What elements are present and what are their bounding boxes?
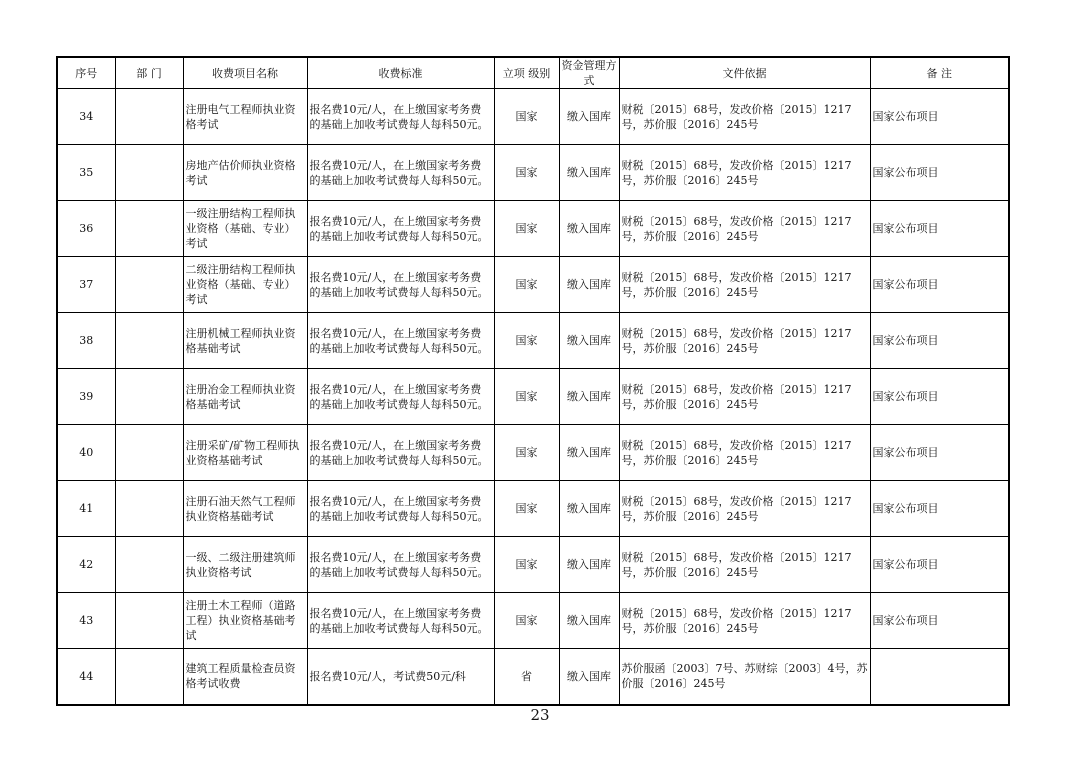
header-dept: 部 门 (115, 57, 183, 89)
cell-note: 国家公布项目 (870, 593, 1009, 649)
cell-fund: 缴入国库 (559, 145, 619, 201)
cell-fund: 缴入国库 (559, 649, 619, 705)
table-body (57, 89, 1009, 705)
cell-item-name: 注册冶金工程师执业资格基础考试 (183, 369, 307, 425)
header-level: 立项 级别 (494, 57, 559, 89)
cell-standard: 报名费10元/人，在上缴国家考务费的基础上加收考试费每人每科50元。 (307, 369, 494, 425)
cell-item-name: 建筑工程质量检查员资格考试收费 (183, 649, 307, 705)
cell-basis: 财税〔2015〕68号，发改价格〔2015〕1217号，苏价服〔2016〕245号 (619, 593, 870, 649)
cell-item-name: 注册电气工程师执业资格考试 (183, 89, 307, 145)
cell-fund: 缴入国库 (559, 89, 619, 145)
cell-fund: 缴入国库 (559, 257, 619, 313)
cell-note: 国家公布项目 (870, 425, 1009, 481)
cell-item-name: 注册采矿/矿物工程师执业资格基础考试 (183, 425, 307, 481)
cell-standard: 报名费10元/人，考试费50元/科 (307, 649, 494, 705)
header-item-name: 收费项目名称 (183, 57, 307, 89)
cell-basis: 财税〔2015〕68号，发改价格〔2015〕1217号，苏价服〔2016〕245号 (619, 313, 870, 369)
cell-item-name: 注册土木工程师（道路工程）执业资格基础考试 (183, 593, 307, 649)
cell-no: 40 (57, 425, 115, 481)
cell-standard: 报名费10元/人，在上缴国家考务费的基础上加收考试费每人每科50元。 (307, 257, 494, 313)
cell-level: 国家 (494, 257, 559, 313)
table-row (57, 145, 1009, 201)
table-row (57, 313, 1009, 369)
cell-standard: 报名费10元/人，在上缴国家考务费的基础上加收考试费每人每科50元。 (307, 481, 494, 537)
cell-note: 国家公布项目 (870, 257, 1009, 313)
table-row (57, 201, 1009, 257)
fee-table (56, 56, 1010, 706)
cell-basis: 财税〔2015〕68号，发改价格〔2015〕1217号，苏价服〔2016〕245号 (619, 201, 870, 257)
cell-no: 37 (57, 257, 115, 313)
cell-no: 43 (57, 593, 115, 649)
cell-standard: 报名费10元/人，在上缴国家考务费的基础上加收考试费每人每科50元。 (307, 593, 494, 649)
cell-dept (115, 425, 183, 481)
cell-item-name: 房地产估价师执业资格考试 (183, 145, 307, 201)
header-fund: 资金管理方式 (559, 57, 619, 89)
cell-basis: 财税〔2015〕68号，发改价格〔2015〕1217号，苏价服〔2016〕245号 (619, 481, 870, 537)
cell-fund: 缴入国库 (559, 425, 619, 481)
cell-level: 省 (494, 649, 559, 705)
cell-note: 国家公布项目 (870, 481, 1009, 537)
cell-item-name: 注册石油天然气工程师执业资格基础考试 (183, 481, 307, 537)
cell-basis: 财税〔2015〕68号，发改价格〔2015〕1217号，苏价服〔2016〕245号 (619, 257, 870, 313)
cell-no: 35 (57, 145, 115, 201)
cell-note: 国家公布项目 (870, 145, 1009, 201)
cell-dept (115, 145, 183, 201)
cell-dept (115, 369, 183, 425)
table-row (57, 257, 1009, 313)
cell-no: 44 (57, 649, 115, 705)
cell-standard: 报名费10元/人，在上缴国家考务费的基础上加收考试费每人每科50元。 (307, 201, 494, 257)
header-standard: 收费标准 (307, 57, 494, 89)
cell-no: 42 (57, 537, 115, 593)
cell-level: 国家 (494, 313, 559, 369)
cell-dept (115, 89, 183, 145)
cell-standard: 报名费10元/人，在上缴国家考务费的基础上加收考试费每人每科50元。 (307, 145, 494, 201)
cell-note: 国家公布项目 (870, 537, 1009, 593)
cell-fund: 缴入国库 (559, 481, 619, 537)
header-row (57, 57, 1009, 89)
cell-level: 国家 (494, 89, 559, 145)
cell-level: 国家 (494, 201, 559, 257)
cell-fund: 缴入国库 (559, 313, 619, 369)
cell-standard: 报名费10元/人，在上缴国家考务费的基础上加收考试费每人每科50元。 (307, 425, 494, 481)
cell-item-name: 二级注册结构工程师执业资格（基础、专业）考试 (183, 257, 307, 313)
header-basis: 文件依据 (619, 57, 870, 89)
cell-dept (115, 649, 183, 705)
cell-no: 41 (57, 481, 115, 537)
cell-standard: 报名费10元/人，在上缴国家考务费的基础上加收考试费每人每科50元。 (307, 537, 494, 593)
cell-basis: 财税〔2015〕68号，发改价格〔2015〕1217号，苏价服〔2016〕245号 (619, 537, 870, 593)
cell-note: 国家公布项目 (870, 369, 1009, 425)
cell-fund: 缴入国库 (559, 593, 619, 649)
cell-dept (115, 593, 183, 649)
cell-dept (115, 537, 183, 593)
cell-level: 国家 (494, 481, 559, 537)
table-row (57, 649, 1009, 705)
cell-dept (115, 481, 183, 537)
cell-basis: 财税〔2015〕68号，发改价格〔2015〕1217号，苏价服〔2016〕245号 (619, 369, 870, 425)
cell-note: 国家公布项目 (870, 89, 1009, 145)
cell-basis: 苏价服函〔2003〕7号、苏财综〔2003〕4号，苏价服〔2016〕245号 (619, 649, 870, 705)
cell-item-name: 一级、二级注册建筑师执业资格考试 (183, 537, 307, 593)
cell-no: 36 (57, 201, 115, 257)
cell-no: 39 (57, 369, 115, 425)
header-note: 备 注 (870, 57, 1009, 89)
cell-note (870, 649, 1009, 705)
cell-level: 国家 (494, 369, 559, 425)
cell-dept (115, 257, 183, 313)
cell-item-name: 一级注册结构工程师执业资格（基础、专业）考试 (183, 201, 307, 257)
cell-fund: 缴入国库 (559, 537, 619, 593)
cell-no: 34 (57, 89, 115, 145)
cell-item-name: 注册机械工程师执业资格基础考试 (183, 313, 307, 369)
cell-level: 国家 (494, 145, 559, 201)
cell-fund: 缴入国库 (559, 201, 619, 257)
cell-no: 38 (57, 313, 115, 369)
table-row (57, 89, 1009, 145)
page-number: 23 (530, 706, 550, 724)
cell-standard: 报名费10元/人，在上缴国家考务费的基础上加收考试费每人每科50元。 (307, 313, 494, 369)
cell-note: 国家公布项目 (870, 313, 1009, 369)
cell-basis: 财税〔2015〕68号，发改价格〔2015〕1217号，苏价服〔2016〕245号 (619, 89, 870, 145)
table-row (57, 425, 1009, 481)
table-row (57, 369, 1009, 425)
cell-fund: 缴入国库 (559, 369, 619, 425)
table-row (57, 537, 1009, 593)
cell-standard: 报名费10元/人，在上缴国家考务费的基础上加收考试费每人每科50元。 (307, 89, 494, 145)
header-no: 序号 (57, 57, 115, 89)
cell-level: 国家 (494, 593, 559, 649)
cell-basis: 财税〔2015〕68号，发改价格〔2015〕1217号，苏价服〔2016〕245号 (619, 425, 870, 481)
table-row (57, 593, 1009, 649)
cell-level: 国家 (494, 425, 559, 481)
table-row (57, 481, 1009, 537)
cell-dept (115, 313, 183, 369)
cell-level: 国家 (494, 537, 559, 593)
cell-note: 国家公布项目 (870, 201, 1009, 257)
cell-basis: 财税〔2015〕68号，发改价格〔2015〕1217号，苏价服〔2016〕245号 (619, 145, 870, 201)
cell-dept (115, 201, 183, 257)
